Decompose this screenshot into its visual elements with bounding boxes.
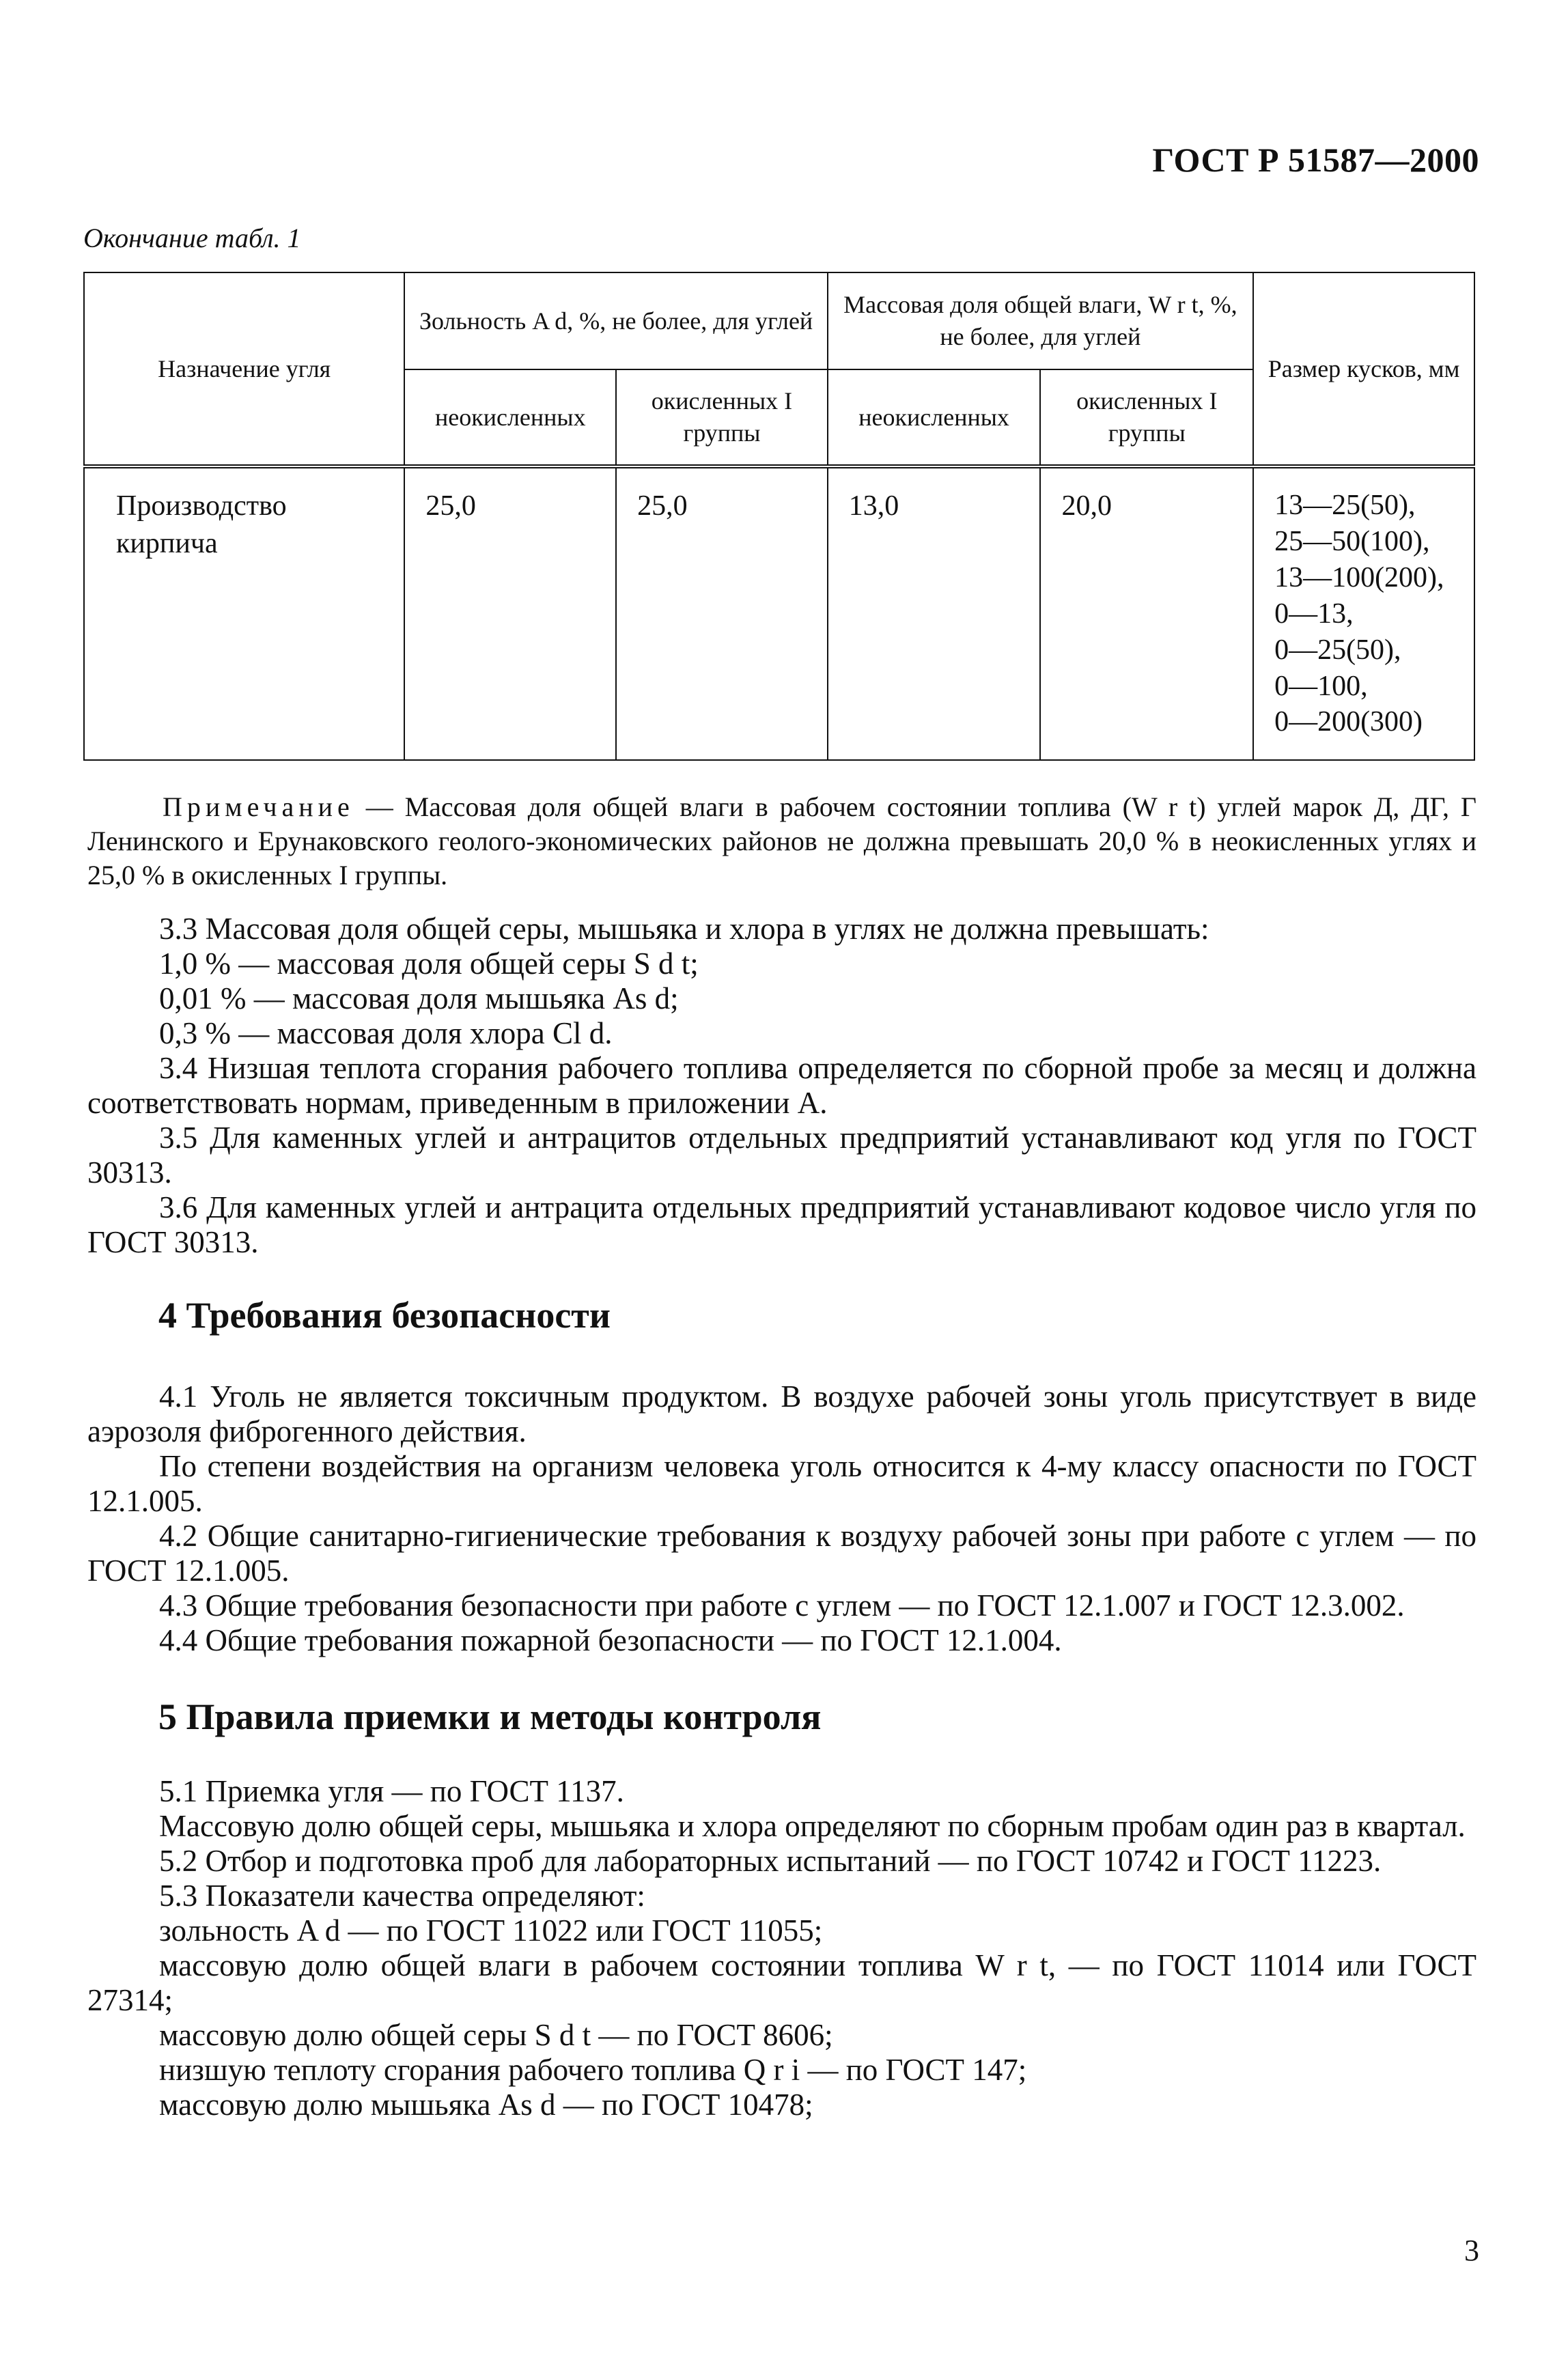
paragraph-5-1: 5.1 Приемка угля — по ГОСТ 1137. [159, 1774, 624, 1808]
size-line: 13—100(200), [1274, 561, 1444, 593]
section-4-title: 4 Требования безопасности [158, 1295, 611, 1336]
note-label: Примечание [163, 791, 354, 822]
cell-ash-non-oxidized: 25,0 [404, 466, 616, 760]
size-line: 0—13, [1274, 598, 1354, 630]
header-purpose: Назначение угля [84, 272, 404, 466]
paragraph-5-3-a: зольность A d — по ГОСТ 11022 или ГОСТ 11055; [159, 1913, 823, 1948]
header-moisture-group: Массовая доля общей влаги, W r t, %, не более, для углей [828, 272, 1253, 369]
cell-moisture-oxidized: 20,0 [1040, 466, 1253, 760]
paragraph-4-4: 4.4 Общие требования пожарной безопасности — по ГОСТ 12.1.004. [159, 1623, 1062, 1657]
table-note [87, 790, 1476, 893]
paragraph-5-2: 5.2 Отбор и подготовка проб для лабораторных испытаний — по ГОСТ 10742 и ГОСТ 11223. [159, 1844, 1382, 1878]
cell-sizes [1253, 466, 1474, 760]
paragraph-4-1-b: По степени воздействия на организм человека уголь относится к 4-му классу опасности по ГОСТ 12.1.005. [87, 1449, 1476, 1518]
section-3-body [87, 912, 1476, 1260]
document-code: ГОСТ Р 51587—2000 [1152, 141, 1479, 179]
paragraph-5-1-b: Массовую долю общей серы, мышьяка и хлора определяют по сборным пробам один раз в квартал. [159, 1809, 1466, 1843]
paragraph-3-3-c: 0,3 % — массовая доля хлора Cl d. [159, 1016, 613, 1050]
paragraph-5-3-d: низшую теплоту сгорания рабочего топлива Q r i — по ГОСТ 147; [159, 2053, 1027, 2087]
header-ash-group: Зольность A d, %, не более, для углей [404, 272, 827, 369]
paragraph-3-4: 3.4 Низшая теплота сгорания рабочего топлива определяется по сборной пробе за месяц и должна соответствовать нормам, приведенным в приложении А. [87, 1051, 1476, 1120]
paragraph-3-3-b: 0,01 % — массовая доля мышьяка As d; [159, 981, 679, 1015]
paragraph-4-1: 4.1 Уголь не является токсичным продуктом. В воздухе рабочей зоны уголь присутствует в виде аэрозоля фиброгенного действия. [87, 1379, 1476, 1448]
header-moisture-non-oxidized: неокисленных [828, 369, 1041, 466]
section-5-body [87, 1774, 1476, 2122]
note-text: — Массовая доля общей влаги в рабочем состоянии топлива (W r t) углей марок Д, ДГ, Г Ленинского и Ерунаковского геолого-экономических районов не должна превышать 20,0 % в неокисленных углях и 25,0 % в окисленных I группы. [87, 791, 1477, 890]
section-5-title: 5 Правила приемки и методы контроля [158, 1696, 822, 1737]
paragraph-3-3-a: 1,0 % — массовая доля общей серы S d t; [159, 946, 699, 981]
header-size: Размер кусков, мм [1253, 272, 1474, 466]
paragraph-5-3-e: массовую долю мышьяка As d — по ГОСТ 10478; [159, 2088, 813, 2122]
paragraph-5-3: 5.3 Показатели качества определяют: [159, 1879, 645, 1913]
paragraph-4-2: 4.2 Общие санитарно-гигиенические требования к воздуху рабочей зоны при работе с углем — по ГОСТ 12.1.005. [87, 1519, 1476, 1588]
size-line: 0—200(300) [1274, 706, 1423, 738]
cell-ash-oxidized: 25,0 [616, 466, 828, 760]
header-ash-non-oxidized: неокисленных [404, 369, 616, 466]
paragraph-3-6: 3.6 Для каменных углей и антрацита отдельных предприятий устанавливают кодовое число угля по ГОСТ 30313. [87, 1190, 1476, 1259]
paragraph-5-3-c: массовую долю общей серы S d t — по ГОСТ 8606; [159, 2018, 833, 2052]
paragraph-3-5: 3.5 Для каменных углей и антрацитов отдельных предприятий устанавливают код угля по ГОСТ 30313. [87, 1121, 1476, 1190]
header-ash-oxidized: окисленных I группы [616, 369, 828, 466]
header-moisture-oxidized: окисленных I группы [1040, 369, 1253, 466]
page-number: 3 [1464, 2234, 1479, 2267]
size-line: 0—100, [1274, 670, 1368, 702]
table-continuation-label: Окончание табл. 1 [83, 223, 301, 253]
paragraph-3-3: 3.3 Массовая доля общей серы, мышьяка и хлора в углях не должна превышать: [159, 912, 1209, 946]
size-line: 13—25(50), [1274, 490, 1416, 521]
cell-purpose: Производство кирпича [84, 466, 404, 760]
table-row [84, 466, 1474, 760]
size-line: 0—25(50), [1274, 634, 1401, 666]
paragraph-5-3-b: массовую долю общей влаги в рабочем состоянии топлива W r t, — по ГОСТ 11014 или ГОСТ 27314; [87, 1948, 1476, 2017]
paragraph-4-3: 4.3 Общие требования безопасности при работе с углем — по ГОСТ 12.1.007 и ГОСТ 12.3.002. [159, 1588, 1405, 1623]
coal-requirements-table [83, 272, 1475, 761]
size-line: 25—50(100), [1274, 525, 1430, 557]
cell-moisture-non-oxidized: 13,0 [828, 466, 1041, 760]
section-4-body [87, 1379, 1476, 1658]
